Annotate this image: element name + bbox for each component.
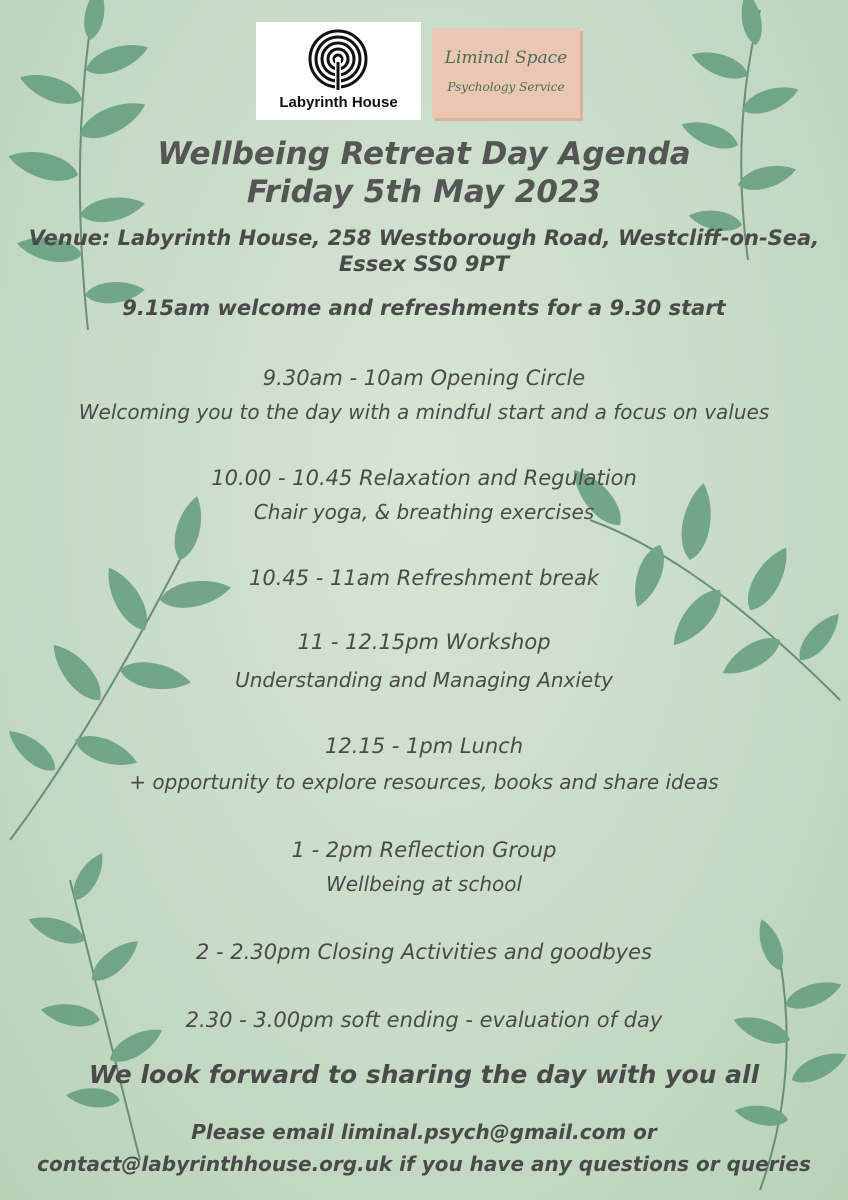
- contact-line-1: Please email liminal.psych@gmail.com or: [191, 1120, 657, 1144]
- liminal-space-logo: [432, 28, 580, 118]
- event-date: Friday 5th May 2023: [246, 174, 602, 210]
- venue-line-2: Essex SS0 9PT: [338, 252, 510, 276]
- arrival-item: 9.15am welcome and refreshments for a 9.30 start: [122, 296, 726, 320]
- relaxation-time: 10.00 - 10.45 Relaxation and Regulation: [211, 466, 637, 490]
- lunch-time: 12.15 - 1pm Lunch: [324, 734, 524, 758]
- reflection-time: 1 - 2pm Reflection Group: [291, 838, 557, 862]
- opening-circle-desc: Welcoming you to the day with a mindful start and a focus on values: [78, 400, 770, 424]
- soft-ending: 2.30 - 3.00pm soft ending - evaluation of day: [185, 1008, 663, 1032]
- workshop-desc: Understanding and Managing Anxiety: [235, 668, 613, 692]
- relaxation-desc: Chair yoga, & breathing exercises: [253, 500, 595, 524]
- opening-circle-time: 9.30am - 10am Opening Circle: [262, 366, 586, 390]
- closing-message: We look forward to sharing the day with you all: [88, 1060, 760, 1089]
- labyrinth-maze-icon: [307, 28, 369, 90]
- labyrinth-house-logo: [256, 22, 421, 120]
- venue-line-1: Venue: Labyrinth House, 258 Westborough Road, Westcliff-on-Sea,: [28, 226, 820, 250]
- liminal-logo-subtitle: Psychology Service: [447, 80, 565, 94]
- contact-line-2: contact@labyrinthhouse.org.uk if you have any questions or queries: [37, 1152, 811, 1176]
- closing-activities: 2 - 2.30pm Closing Activities and goodbyes: [196, 940, 652, 964]
- lunch-desc: + opportunity to explore resources, books and share ideas: [129, 770, 719, 794]
- labyrinth-logo-text: Labyrinth House: [279, 94, 398, 111]
- workshop-time: 11 - 12.15pm Workshop: [297, 630, 551, 654]
- liminal-logo-title: Liminal Space: [444, 48, 568, 68]
- reflection-desc: Wellbeing at school: [325, 872, 523, 896]
- refreshment-break: 10.45 - 11am Refreshment break: [249, 566, 599, 590]
- page-title: Wellbeing Retreat Day Agenda: [157, 136, 691, 172]
